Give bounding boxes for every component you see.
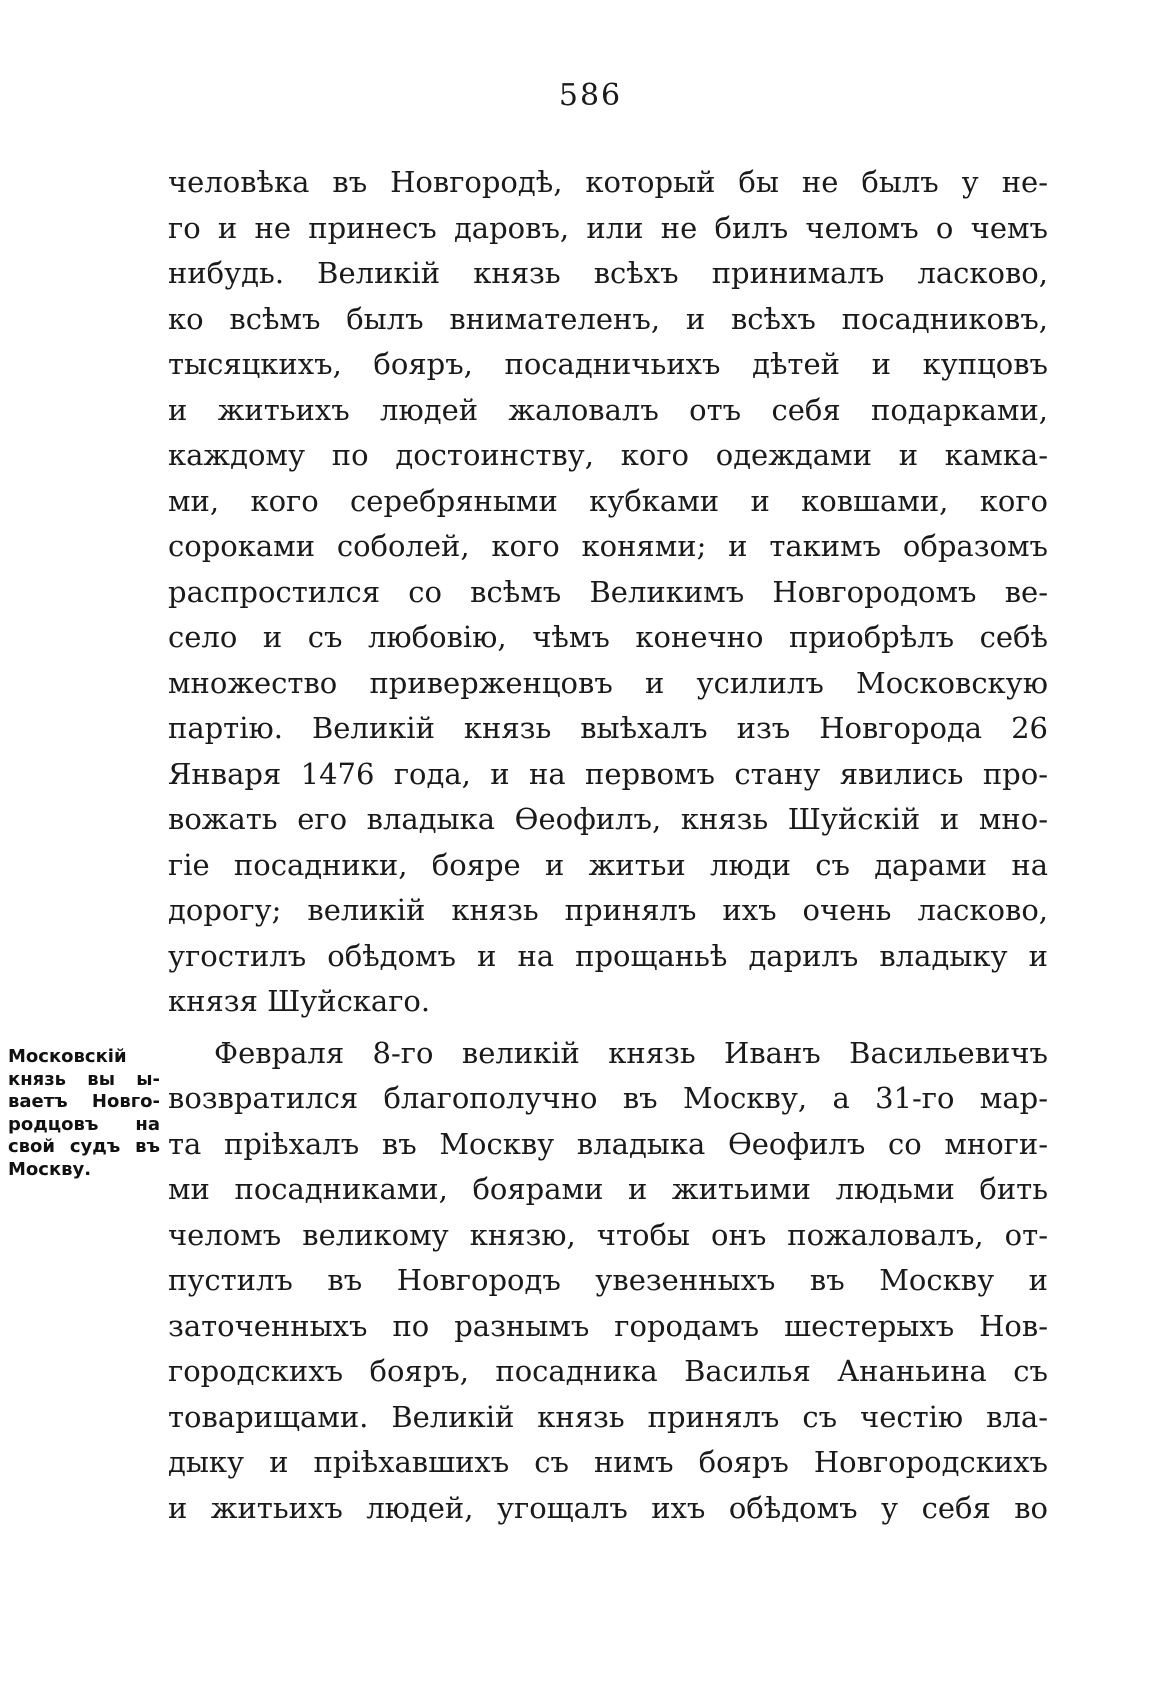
text-line: пустилъ въ Новгородъ увезенныхъ въ Москву и [168, 1263, 1048, 1297]
text-line: товарищами. Великій князь принялъ съ честію вла- [168, 1399, 1048, 1434]
text-line: та пріѣхалъ въ Москву владыка Ѳеофилъ со многи- [168, 1126, 1048, 1161]
text-line: ми, кого серебряными кубками и ковшами, кого [168, 483, 1048, 518]
text-line: и житьихъ людей, угощалъ ихъ обѣдомъ у себя во [168, 1490, 1048, 1525]
body-text [168, 160, 1048, 1531]
text-line: ко всѣмъ былъ внимателенъ, и всѣхъ посадниковъ, [168, 301, 1048, 336]
margin-note-line: Московскій [8, 1046, 127, 1067]
text-line: нибудь. Великій князь всѣхъ принималъ ласково, [168, 256, 1048, 290]
text-line: человѣка въ Новгородѣ, который бы не былъ у не- [168, 165, 1048, 199]
text-line: заточенныхъ по разнымъ городамъ шестерыхъ Нов- [168, 1308, 1048, 1343]
text-line: князя Шуйскаго. [168, 984, 431, 1018]
text-line: угостилъ обѣдомъ и на прощаньѣ дарилъ владыку и [168, 938, 1048, 973]
margin-note [8, 1046, 160, 1181]
margin-note-line: князь вы ы- [8, 1068, 160, 1090]
text-line: ми посадниками, боярами и житьими людьми бить [168, 1172, 1048, 1206]
text-line: каждому по достоинству, кого одеждами и камка- [168, 438, 1048, 472]
text-line: село и съ любовію, чѣмъ конечно приобрѣлъ себѣ [168, 620, 1048, 654]
text-line: возвратился благополучно въ Москву, а 31-го мар- [168, 1081, 1048, 1115]
text-line: множество приверженцовъ и усилилъ Московскую [168, 665, 1048, 700]
text-line: городскихъ бояръ, посадника Василья Ананьина съ [168, 1354, 1048, 1388]
text-line: Января 1476 года, и на первомъ стану явились про- [168, 756, 1048, 791]
text-line: Февраля 8-го великій князь Иванъ Васильевичъ [214, 1035, 1048, 1070]
margin-note-line: родцовъ на [8, 1113, 160, 1135]
text-line: вожать его владыка Ѳеофилъ, князь Шуйскій и мно- [168, 802, 1048, 836]
margin-note-line: свой судъ въ [8, 1136, 160, 1157]
text-line: и житьихъ людей жаловалъ отъ себя подарками, [168, 392, 1048, 427]
margin-note-line: Москву. [8, 1158, 92, 1180]
margin-note-line: ваетъ Новго- [8, 1091, 160, 1112]
text-line: распростился со всѣмъ Великимъ Новгородомъ ве- [168, 574, 1048, 609]
page-number: 586 [558, 78, 623, 113]
text-line: партію. Великій князь выѣхалъ изъ Новгорода 26 [168, 711, 1048, 745]
text-line: го и не принесъ даровъ, или не билъ челомъ о чемъ [168, 210, 1048, 245]
text-line: гіе посадники, бояре и житьи люди съ дарами на [168, 847, 1048, 882]
text-line: челомъ великому князю, чтобы онъ пожаловалъ, от- [168, 1217, 1048, 1252]
text-line: тысяцкихъ, бояръ, посадничьихъ дѣтей и купцовъ [168, 347, 1048, 381]
text-line: дыку и пріѣхавшихъ съ нимъ бояръ Новгородскихъ [168, 1445, 1048, 1479]
text-line: дорогу; великій князь принялъ ихъ очень ласково, [168, 893, 1048, 927]
text-line: сороками соболей, кого конями; и такимъ образомъ [168, 529, 1048, 563]
